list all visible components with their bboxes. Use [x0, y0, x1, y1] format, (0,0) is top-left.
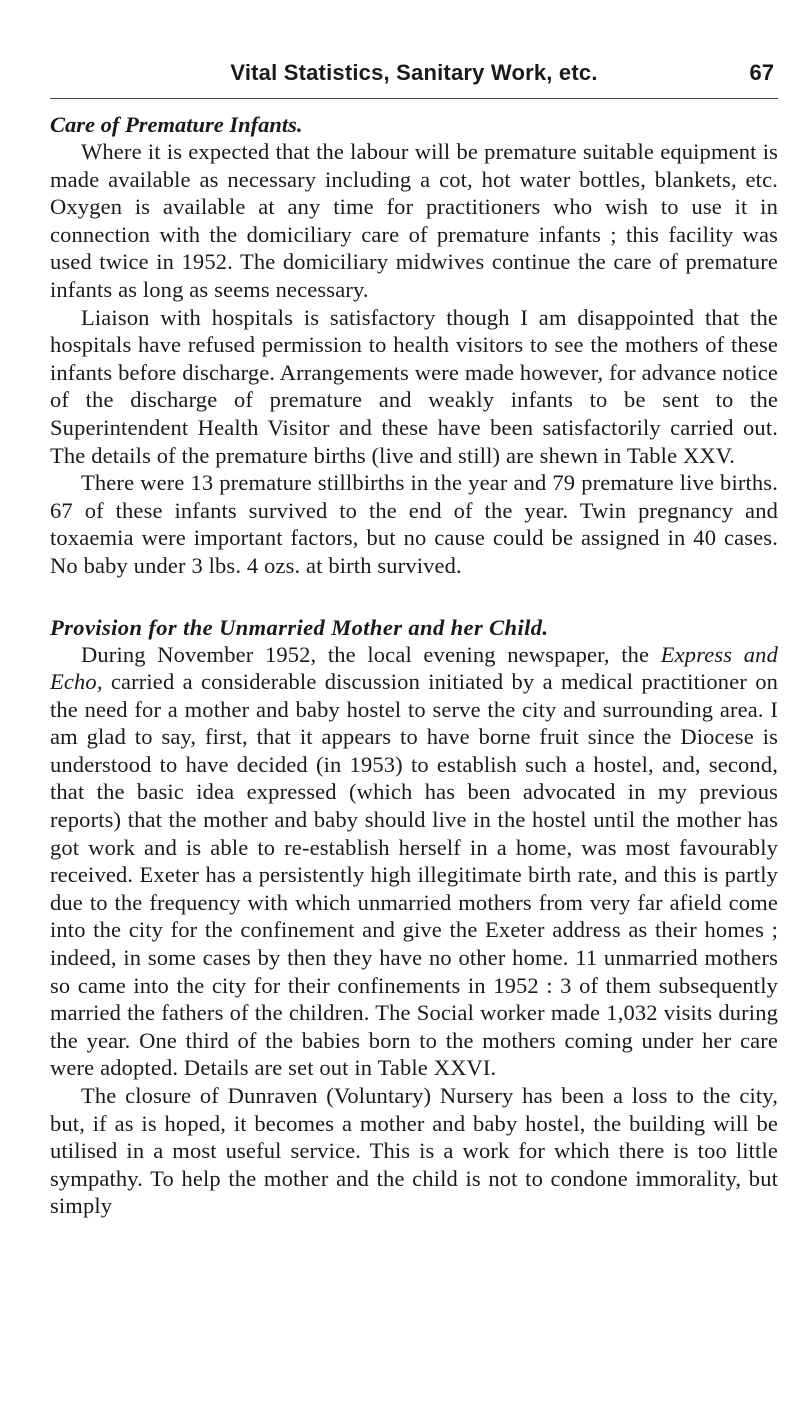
page-number: 67 — [749, 60, 774, 85]
section-premature-infants — [50, 111, 778, 580]
paragraph: Where it is expected that the labour will be premature suitable equipment is made available as necessary including a cot, hot water bottles, blankets, etc. Oxygen is available at any time for practitioners who wish to use it in connection with the domiciliary care of premature infants ; this facility was used twice in 1952. The domiciliary midwives continue the care of premature infants as long as seems necessary. — [50, 139, 778, 302]
running-header — [50, 58, 778, 99]
paragraph — [50, 641, 778, 1083]
section-heading-premature-infants: Care of Premature Infants. — [50, 112, 303, 137]
paragraph-text: During November 1952, the local evening newspaper, the — [81, 641, 661, 667]
paragraph-text: carried a considerable discussion initiated by a medical practitioner on the need for a mother and baby hostel to serve the city and surrounding area. I am glad to say, first, that it appears to have borne fruit since the Diocese is understood to have decided (in 1953) to establish such a hostel, and, second, that the basic idea expressed (which has been advocated in my previous reports) that the mother and baby should live in the hostel until the mother has got work and is able to re-establish herself in a home, was most favourably received. Exeter has a persistently high illegitimate birth rate, and this is partly due to the frequency with which unmarried mothers from very far afield come into the city for the confinement and give the Exeter address as their homes ; indeed, in some cases by then they have no other home. 11 unmarried mothers so came into the city for their confinements in 1952 : 3 of them subsequently married the fathers of the children. The Social worker made 1,032 visits during the year. One third of the babies born to the mothers coming under her care were adopted. Details are set out in Table XXVI. — [50, 669, 778, 1081]
paragraph: The closure of Dunraven (Voluntary) Nursery has been a loss to the city, but, if as is hoped, it becomes a mother and baby hostel, the building will be utilised in a most useful service. This is a work for which there is too little sympathy. To help the mother and the child is not to condone immorality, but simply — [50, 1083, 778, 1219]
section-heading-unmarried-mother: Provision for the Unmarried Mother and her Child. — [50, 614, 549, 640]
paragraph: There were 13 premature stillbirths in the year and 79 premature live births. 67 of these infants survived to the end of the year. Twin pregnancy and toxaemia were important factors, but no cause could be assigned in 40 cases. No baby under 3 lbs. 4 ozs. at birth survived. — [50, 470, 778, 578]
newspaper-title: Express and Echo, — [50, 641, 778, 695]
paragraph: Liaison with hospitals is satisfactory though I am disappointed that the hospitals have refused permission to health visitors to see the mothers of these infants before discharge. Arrangements were made however, for advance notice of the discharge of premature and weakly infants to be sent to the Superintendent Health Visitor and these have been satisfactorily carried out. The details of the premature births (live and still) are shewn in Table XXV. — [50, 304, 778, 468]
running-title: Vital Statistics, Sanitary Work, etc. — [230, 60, 598, 85]
document-page — [50, 58, 778, 1220]
section-unmarried-mother — [50, 614, 778, 1220]
